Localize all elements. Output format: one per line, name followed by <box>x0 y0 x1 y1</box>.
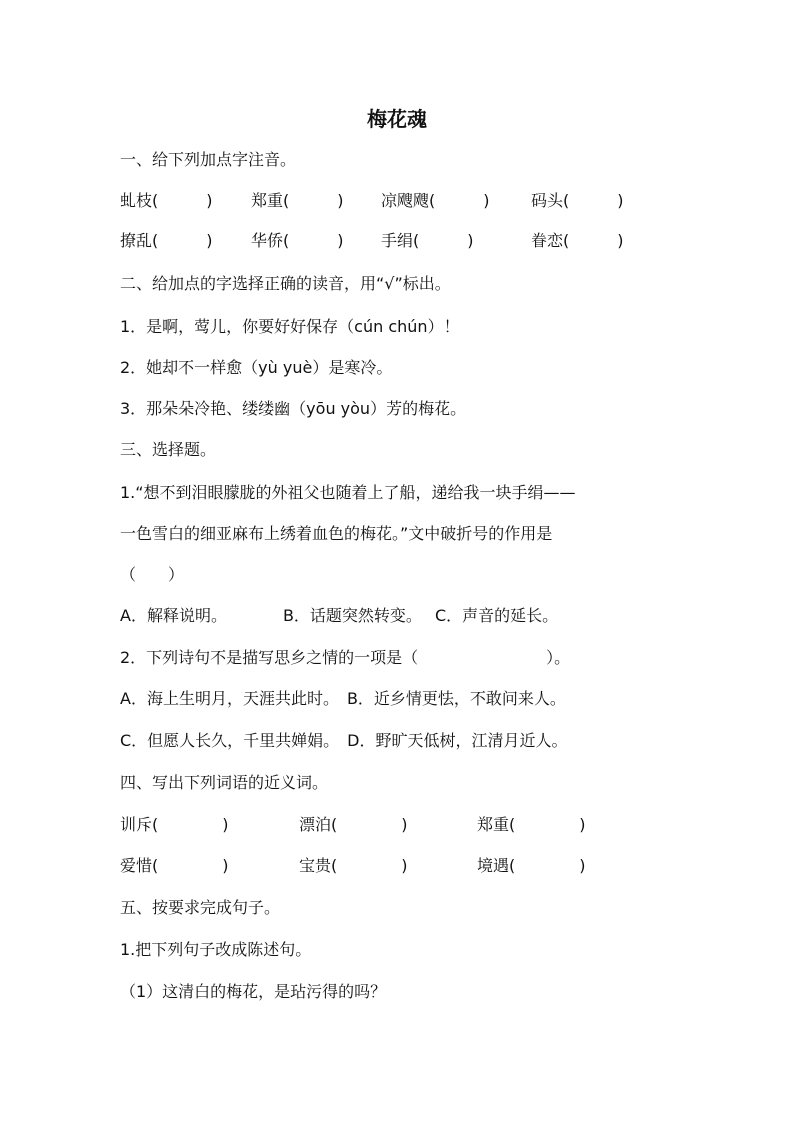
synonym-word: 宝贵 <box>299 856 332 875</box>
synonym-item <box>120 856 229 876</box>
synonym-word: 训斥 <box>120 815 153 834</box>
section5-heading: 五、按要求完成句子。 <box>120 898 281 917</box>
page-title: 梅花魂 <box>367 107 427 131</box>
question-item: 1．是啊，莺儿，你要好好保存（cún chún）！ <box>120 317 460 336</box>
pinyin-item <box>251 191 344 211</box>
answer-blank[interactable]: ( ) <box>152 856 229 875</box>
question-text: 1.“想不到泪眼朦胧的外祖父也随着上了船，递给我一块手绢—— <box>120 483 576 502</box>
pinyin-word: 眷恋 <box>531 231 564 250</box>
pinyin-item <box>531 231 624 251</box>
answer-blank[interactable]: ( ) <box>509 815 586 834</box>
answer-blank[interactable]: ( ) <box>563 231 624 250</box>
pinyin-word: 华侨 <box>251 231 284 250</box>
synonym-item <box>477 815 586 835</box>
section1-heading: 一、给下列加点字注音。 <box>120 150 297 169</box>
answer-blank[interactable]: ( ) <box>509 856 586 875</box>
answer-blank[interactable]: ( ) <box>283 191 344 210</box>
synonym-item <box>120 815 229 835</box>
answer-options: C．但愿人长久，千里共婵娟。 D．野旷天低树，江清月近人。 <box>120 731 568 750</box>
question-subitem: （1）这清白的梅花，是玷污得的吗？ <box>120 982 387 1001</box>
answer-blank[interactable]: ( ) <box>283 231 344 250</box>
question-item: 2．她却不一样愈（yù yuè）是寒冷。 <box>120 358 393 377</box>
pinyin-item <box>381 231 474 251</box>
pinyin-word: 凉飕飕 <box>381 191 430 210</box>
pinyin-item <box>381 191 490 211</box>
answer-blank[interactable]: ( ) <box>331 856 408 875</box>
section4-heading: 四、写出下列词语的近义词。 <box>120 773 329 792</box>
question-item: 1.把下列句子改成陈述句。 <box>120 940 312 959</box>
pinyin-item <box>251 231 344 251</box>
pinyin-item <box>120 191 213 211</box>
synonym-word: 郑重 <box>477 815 510 834</box>
synonym-item <box>477 856 586 876</box>
synonym-word: 漂泊 <box>299 815 332 834</box>
pinyin-item <box>531 191 624 211</box>
synonym-item <box>299 815 408 835</box>
answer-blank[interactable]: ( ) <box>152 191 213 210</box>
synonym-item <box>299 856 408 876</box>
question-text: 2．下列诗句不是描写思乡之情的一项是（ ）。 <box>120 648 571 667</box>
answer-blank[interactable]: ( ) <box>429 191 490 210</box>
pinyin-word: 手绢 <box>381 231 414 250</box>
answer-blank[interactable]: ( ) <box>413 231 474 250</box>
pinyin-word: 郑重 <box>251 191 284 210</box>
question-text: 一色雪白的细亚麻布上绣着血色的梅花。”文中破折号的作用是 <box>120 524 553 543</box>
pinyin-item <box>120 231 213 251</box>
answer-blank[interactable]: ( ) <box>152 815 229 834</box>
answer-options: A．海上生明月，天涯共此时。 B．近乡情更怯，不敢问来人。 <box>120 689 566 708</box>
answer-blank[interactable]: ( ) <box>563 191 624 210</box>
answer-blank[interactable]: （ ） <box>120 565 185 584</box>
synonym-word: 境遇 <box>477 856 510 875</box>
answer-blank[interactable]: ( ) <box>152 231 213 250</box>
answer-blank[interactable]: ( ) <box>331 815 408 834</box>
question-item: 3．那朵朵冷艳、缕缕幽（yōu yòu）芳的梅花。 <box>120 399 467 418</box>
pinyin-word: 虬枝 <box>120 191 153 210</box>
answer-options: A．解释说明。 B．话题突然转变。 C．声音的延长。 <box>120 606 559 625</box>
section3-heading: 三、选择题。 <box>120 440 217 459</box>
pinyin-word: 码头 <box>531 191 564 210</box>
synonym-word: 爱惜 <box>120 856 153 875</box>
pinyin-word: 撩乱 <box>120 231 153 250</box>
section2-heading: 二、给加点的字选择正确的读音，用“√”标出。 <box>120 274 451 293</box>
